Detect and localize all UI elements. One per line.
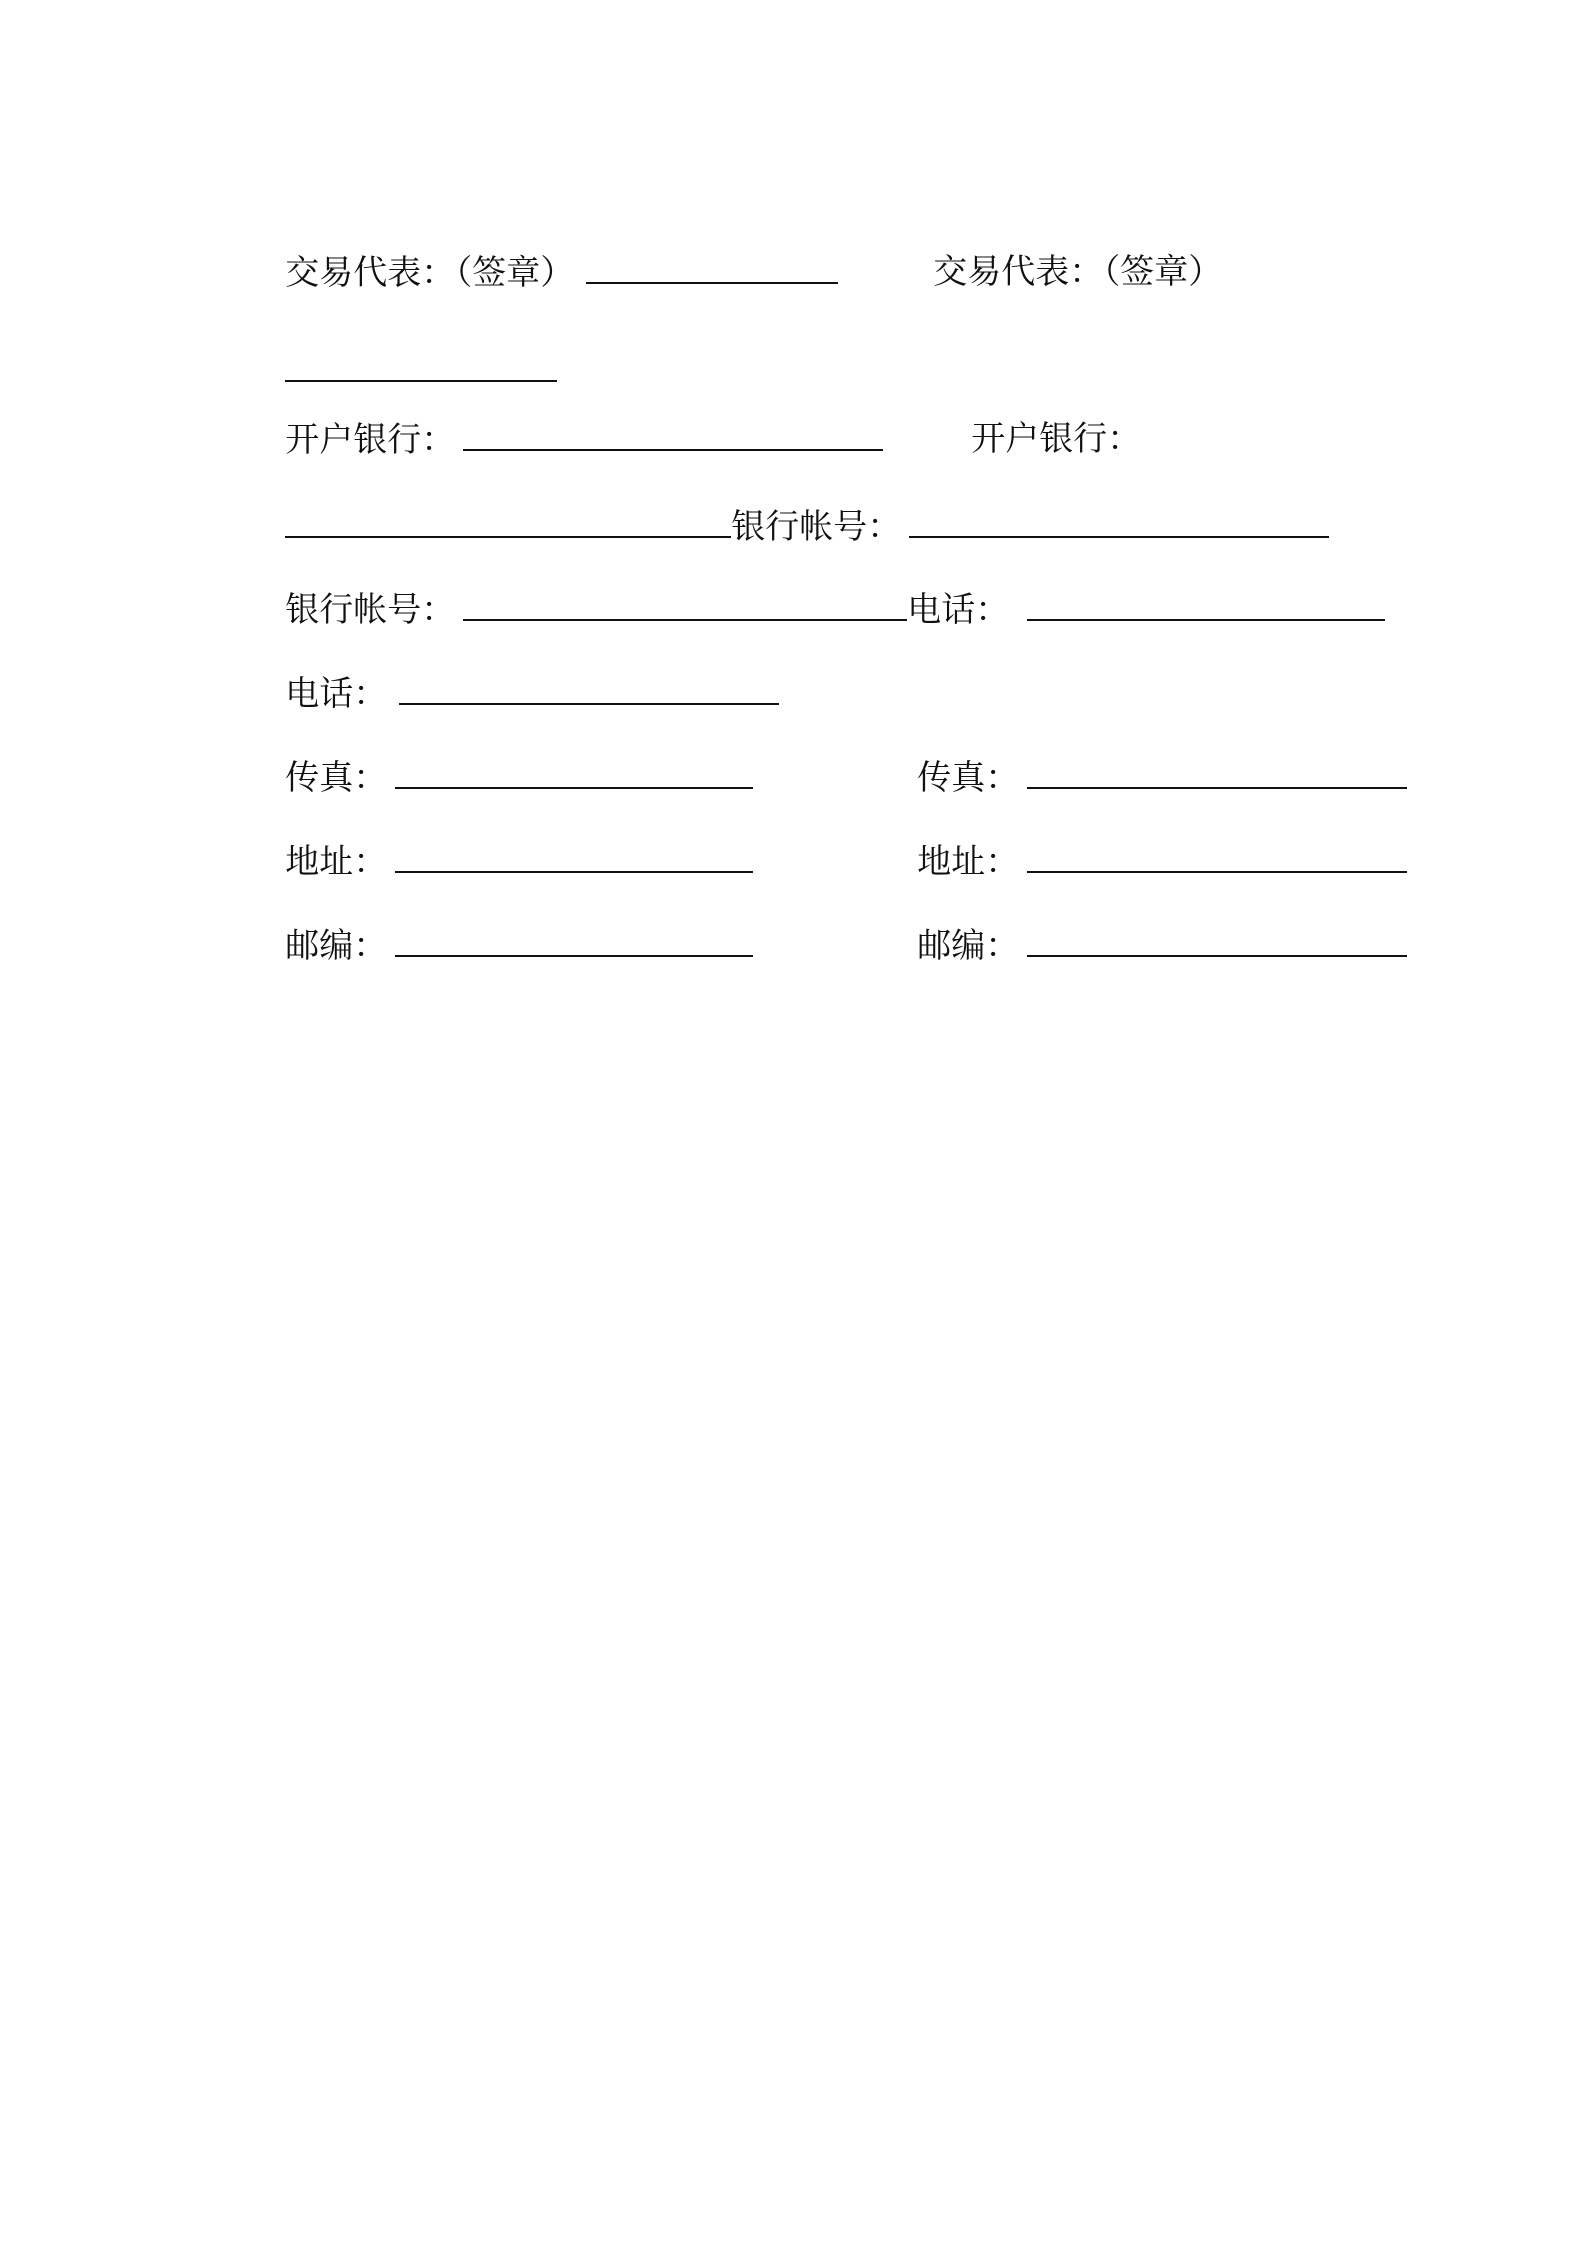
postcode-right-row [874,879,1407,1012]
phone-left-blank[interactable] [399,671,779,705]
rep-right-row [890,206,1222,338]
phone-right-label: 电话： [907,590,1010,630]
postcode-right-blank[interactable] [1027,923,1407,957]
account-right-blank[interactable] [909,504,1329,538]
bank-right-label: 开户银行： [971,419,1142,459]
postcode-right-label: 邮编： [917,926,1020,966]
postcode-left-blank[interactable] [395,923,753,957]
address-left-blank[interactable] [395,839,753,873]
address-right-label: 地址： [917,842,1020,882]
fax-left-blank[interactable] [395,755,753,789]
postcode-left-row [242,879,753,1012]
account-left-blank[interactable] [463,587,907,621]
bank-left-label: 开户银行： [285,420,456,460]
phone-left-label: 电话： [285,674,388,714]
account-right-label: 银行帐号： [731,507,902,547]
account-left-label: 银行帐号： [285,590,456,630]
rep-right-label: 交易代表：（签章） [933,252,1223,292]
fax-right-blank[interactable] [1027,755,1407,789]
bank-right-blank[interactable] [285,504,731,538]
bank-left-blank[interactable] [463,417,883,451]
address-right-blank[interactable] [1027,839,1407,873]
fax-left-label: 传真： [285,758,388,798]
phone-right-blank[interactable] [1027,587,1385,621]
rep-left-label: 交易代表：（签章） [285,253,575,293]
rep-left-blank[interactable] [586,250,838,284]
fax-right-label: 传真： [917,758,1020,798]
postcode-left-label: 邮编： [285,926,388,966]
address-left-label: 地址： [285,842,388,882]
